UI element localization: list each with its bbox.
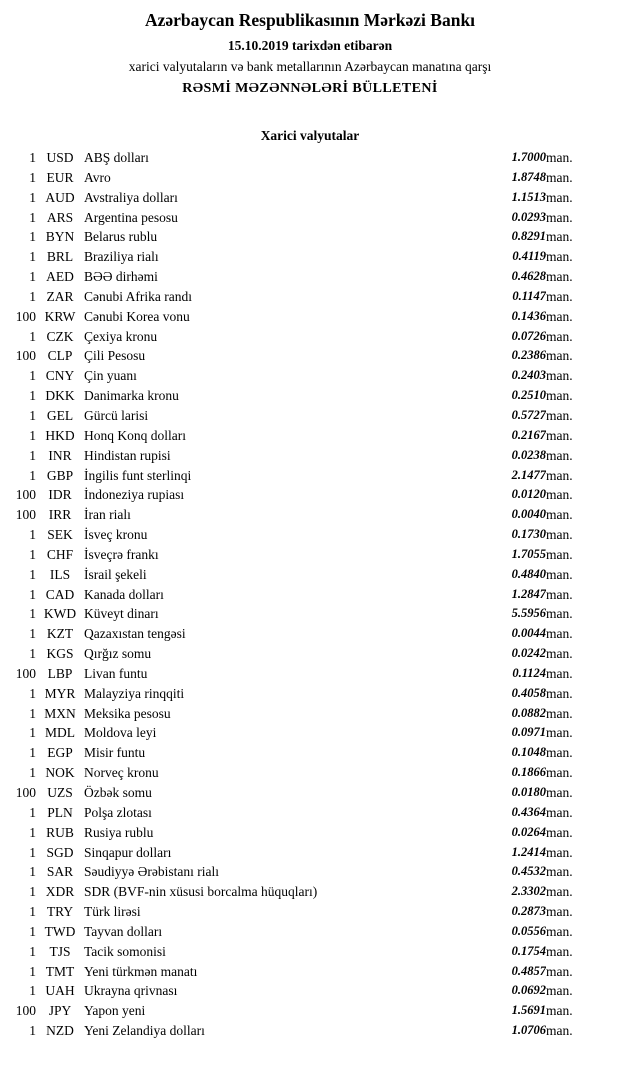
unit-label-cell: man.: [546, 249, 573, 265]
quantity-cell: 1: [29, 943, 36, 959]
rate-value-cell: 5.5956: [511, 606, 546, 621]
rate-value-cell: 1.2414: [511, 844, 546, 859]
currency-name-cell: Argentina pesosu: [84, 209, 178, 225]
table-row: [0, 843, 620, 863]
rates-table: [0, 148, 620, 1041]
table-row: [0, 406, 620, 426]
currency-name-cell: Braziliya rialı: [84, 249, 159, 265]
currency-code-cell: ARS: [46, 209, 74, 225]
currency-name-cell: Qırğız somu: [84, 646, 152, 662]
rate-value-cell: 0.1124: [512, 665, 546, 680]
table-row: [0, 763, 620, 783]
unit-label-cell: man.: [546, 923, 573, 939]
unit-label-cell: man.: [546, 626, 573, 642]
quantity-cell: 1: [29, 368, 36, 384]
bulletin-title: RƏSMİ MƏZƏNNƏLƏRİ BÜLLETENİ: [182, 81, 438, 96]
currency-name-cell: Tacik somonisi: [84, 943, 166, 959]
unit-label-cell: man.: [546, 765, 573, 781]
currency-code-cell: KWD: [43, 606, 77, 622]
unit-label-cell: man.: [546, 527, 573, 543]
quantity-cell: 1: [29, 963, 36, 979]
quantity-cell: 1: [29, 209, 36, 225]
rate-value-cell: 0.0882: [511, 705, 546, 720]
rate-value-cell: 1.2847: [511, 586, 546, 601]
unit-label-cell: man.: [546, 467, 573, 483]
table-row: [0, 307, 620, 327]
unit-label-cell: man.: [546, 705, 573, 721]
unit-label-cell: man.: [546, 308, 573, 324]
currency-name-cell: Hindistan rupisi: [84, 447, 171, 463]
unit-label-cell: man.: [546, 864, 573, 880]
currency-code-cell: DKK: [45, 388, 75, 404]
currency-name-cell: Çin yuanı: [84, 368, 137, 384]
unit-label-cell: man.: [546, 586, 573, 602]
currency-code-cell: HKD: [45, 427, 75, 443]
rate-value-cell: 1.1513: [511, 189, 546, 204]
currency-code-cell: ILS: [49, 566, 71, 582]
quantity-cell: 1: [29, 904, 36, 920]
quantity-cell: 1: [29, 725, 36, 741]
quantity-cell: 1: [29, 824, 36, 840]
rate-value-cell: 0.0726: [511, 328, 546, 343]
currency-code-cell: AED: [46, 269, 74, 285]
table-row: [0, 446, 620, 466]
rate-value-cell: 1.5691: [511, 1003, 546, 1018]
unit-label-cell: man.: [546, 1003, 573, 1019]
unit-label-cell: man.: [546, 745, 573, 761]
rate-value-cell: 0.1147: [512, 288, 546, 303]
unit-label-cell: man.: [546, 646, 573, 662]
currency-name-cell: İsveçrə frankı: [84, 546, 159, 562]
currency-name-cell: BƏƏ dirhəmi: [84, 269, 158, 285]
table-row: [0, 624, 620, 644]
quantity-cell: 100: [15, 308, 36, 324]
currency-code-cell: UAH: [45, 983, 75, 999]
unit-label-cell: man.: [546, 725, 573, 741]
quantity-cell: 1: [29, 884, 36, 900]
table-row: [0, 962, 620, 982]
currency-name-cell: Rusiya rublu: [84, 824, 154, 840]
rate-value-cell: 0.0040: [511, 507, 546, 522]
currency-name-cell: Misir funtu: [84, 745, 146, 761]
currency-name-cell: Cənubi Afrika randı: [84, 288, 192, 304]
rate-value-cell: 2.1477: [511, 467, 546, 482]
currency-code-cell: NZD: [46, 1023, 74, 1039]
currency-code-cell: TRY: [46, 904, 74, 920]
currency-code-cell: CZK: [46, 328, 74, 344]
section-title-foreign-currencies: Xarici valyutalar: [260, 128, 360, 143]
currency-name-cell: Çexiya kronu: [84, 328, 158, 344]
currency-name-cell: İsrail şekeli: [84, 566, 147, 582]
rate-value-cell: 1.8748: [511, 169, 546, 184]
unit-label-cell: man.: [546, 844, 573, 860]
quantity-cell: 1: [29, 705, 36, 721]
rate-value-cell: 1.7055: [511, 546, 546, 561]
currency-name-cell: Qazaxıstan tengəsi: [84, 626, 186, 642]
table-row: [0, 882, 620, 902]
effective-date: 15.10.2019 tarixdən etibarən: [227, 38, 393, 53]
rate-value-cell: 1.0706: [511, 1023, 546, 1038]
quantity-cell: 100: [15, 487, 36, 503]
currency-name-cell: Küveyt dinarı: [84, 606, 159, 622]
quantity-cell: 1: [29, 269, 36, 285]
currency-code-cell: SEK: [47, 527, 73, 543]
rate-value-cell: 0.0120: [511, 487, 546, 502]
rate-value-cell: 0.0293: [511, 209, 546, 224]
currency-name-cell: Gürcü larisi: [84, 407, 149, 423]
currency-code-cell: CHF: [46, 546, 74, 562]
rate-value-cell: 0.4119: [512, 249, 546, 264]
currency-code-cell: TJS: [49, 943, 71, 959]
currency-code-cell: IRR: [48, 507, 72, 523]
currency-name-cell: Polşa zlotası: [84, 804, 152, 820]
table-row: [0, 684, 620, 704]
rate-value-cell: 0.0264: [511, 824, 546, 839]
currency-code-cell: ZAR: [46, 288, 74, 304]
unit-label-cell: man.: [546, 804, 573, 820]
currency-name-cell: İngilis funt sterlinqi: [84, 467, 192, 483]
currency-name-cell: Avro: [84, 169, 111, 185]
table-row: [0, 148, 620, 168]
unit-label-cell: man.: [546, 348, 573, 364]
unit-label-cell: man.: [546, 963, 573, 979]
unit-label-cell: man.: [546, 427, 573, 443]
rate-value-cell: 0.8291: [511, 229, 546, 244]
table-row: [0, 485, 620, 505]
quantity-cell: 1: [29, 546, 36, 562]
unit-label-cell: man.: [546, 209, 573, 225]
quantity-cell: 1: [29, 804, 36, 820]
table-row: [0, 247, 620, 267]
document-header: [0, 9, 620, 98]
unit-label-cell: man.: [546, 943, 573, 959]
unit-label-cell: man.: [546, 368, 573, 384]
rate-value-cell: 0.1730: [511, 527, 546, 542]
currency-name-cell: Özbək somu: [84, 785, 152, 800]
unit-label-cell: man.: [546, 665, 573, 681]
rate-value-cell: 0.0692: [511, 983, 546, 998]
currency-code-cell: EUR: [46, 169, 74, 185]
currency-code-cell: GBP: [46, 467, 74, 483]
quantity-cell: 1: [29, 388, 36, 404]
table-row: [0, 267, 620, 287]
quantity-cell: 1: [29, 606, 36, 622]
table-row: [0, 922, 620, 942]
table-row: [0, 723, 620, 743]
quantity-cell: 1: [29, 467, 36, 483]
table-row: [0, 981, 620, 1001]
currency-name-cell: Malayziya rinqqiti: [84, 685, 185, 701]
currency-name-cell: Danimarka kronu: [84, 388, 179, 404]
quantity-cell: 1: [29, 1023, 36, 1039]
currency-code-cell: TMT: [45, 963, 75, 979]
quantity-cell: 100: [15, 507, 36, 523]
currency-name-cell: Norveç kronu: [84, 765, 159, 781]
table-row: [0, 902, 620, 922]
quantity-cell: 1: [29, 189, 36, 205]
table-row: [0, 743, 620, 763]
rate-value-cell: 2.3302: [511, 884, 546, 899]
unit-label-cell: man.: [546, 785, 573, 800]
unit-label-cell: man.: [546, 983, 573, 999]
quantity-cell: 1: [29, 169, 36, 185]
currency-code-cell: RUB: [46, 824, 74, 840]
currency-name-cell: Honq Konq dolları: [84, 427, 186, 443]
rate-value-cell: 0.0180: [511, 785, 546, 799]
currency-code-cell: CAD: [45, 586, 75, 602]
table-row: [0, 287, 620, 307]
table-row: [0, 346, 620, 366]
rate-value-cell: 0.0556: [511, 923, 546, 938]
table-row: [0, 803, 620, 823]
table-row: [0, 466, 620, 486]
quantity-cell: 1: [29, 288, 36, 304]
unit-label-cell: man.: [546, 606, 573, 622]
currency-name-cell: Səudiyyə Ərəbistanı rialı: [84, 864, 219, 880]
rate-value-cell: 0.2510: [511, 388, 546, 403]
table-row: [0, 783, 620, 803]
quantity-cell: 1: [29, 328, 36, 344]
unit-label-cell: man.: [546, 1023, 573, 1039]
currency-code-cell: LBP: [47, 665, 73, 681]
bank-title: Azərbaycan Respublikasının Mərkəzi Bankı: [144, 10, 476, 30]
quantity-cell: 1: [29, 586, 36, 602]
table-row: [0, 664, 620, 684]
currency-code-cell: KRW: [44, 308, 76, 324]
currency-name-cell: Yeni Zelandiya dolları: [84, 1023, 205, 1039]
rate-value-cell: 1.7000: [511, 150, 546, 164]
currency-name-cell: Kanada dolları: [84, 586, 164, 602]
quantity-cell: 100: [15, 665, 36, 681]
table-row: [0, 604, 620, 624]
quantity-cell: 1: [29, 864, 36, 880]
table-row: [0, 823, 620, 843]
table-row: [0, 545, 620, 565]
currency-code-cell: BYN: [45, 229, 75, 245]
table-row: [0, 704, 620, 724]
currency-name-cell: Tayvan dolları: [84, 923, 163, 939]
quantity-cell: 100: [15, 348, 36, 364]
quantity-cell: 1: [29, 685, 36, 701]
currency-code-cell: CLP: [47, 348, 73, 364]
currency-code-cell: KGS: [46, 646, 74, 662]
unit-label-cell: man.: [546, 189, 573, 205]
currency-code-cell: MDL: [45, 725, 75, 741]
table-row: [0, 227, 620, 247]
currency-name-cell: Cənubi Korea vonu: [84, 308, 190, 324]
unit-label-cell: man.: [546, 288, 573, 304]
currency-code-cell: JPY: [48, 1003, 72, 1019]
unit-label-cell: man.: [546, 884, 573, 900]
rate-value-cell: 0.0971: [511, 725, 546, 740]
currency-name-cell: Belarus rublu: [84, 229, 158, 245]
quantity-cell: 1: [29, 150, 36, 165]
unit-label-cell: man.: [546, 169, 573, 185]
currency-code-cell: EGP: [47, 745, 73, 761]
quantity-cell: 100: [15, 1003, 36, 1019]
quantity-cell: 100: [15, 785, 36, 800]
quantity-cell: 1: [29, 646, 36, 662]
currency-name-cell: Ukrayna qrivnası: [84, 983, 178, 999]
rate-value-cell: 0.1866: [511, 765, 546, 780]
unit-label-cell: man.: [546, 507, 573, 523]
currency-code-cell: TWD: [44, 923, 76, 939]
currency-name-cell: Livan funtu: [84, 665, 148, 681]
currency-name-cell: İndoneziya rupiası: [84, 487, 185, 503]
unit-label-cell: man.: [546, 904, 573, 920]
rate-value-cell: 0.2873: [511, 904, 546, 919]
table-row: [0, 565, 620, 585]
quantity-cell: 1: [29, 527, 36, 543]
table-row: [0, 366, 620, 386]
currency-code-cell: IDR: [48, 487, 72, 503]
table-row: [0, 862, 620, 882]
currency-code-cell: KZT: [46, 626, 74, 642]
unit-label-cell: man.: [546, 269, 573, 285]
quantity-cell: 1: [29, 923, 36, 939]
currency-code-cell: GEL: [46, 407, 74, 423]
unit-label-cell: man.: [546, 685, 573, 701]
currency-name-cell: Meksika pesosu: [84, 705, 171, 721]
unit-label-cell: man.: [546, 546, 573, 562]
currency-code-cell: BRL: [46, 249, 74, 265]
currency-name-cell: Avstraliya dolları: [84, 189, 178, 205]
currency-code-cell: NOK: [45, 765, 75, 781]
table-row: [0, 942, 620, 962]
currency-code-cell: INR: [48, 447, 72, 463]
currency-name-cell: ABŞ dolları: [84, 150, 149, 165]
unit-label-cell: man.: [546, 328, 573, 344]
quantity-cell: 1: [29, 249, 36, 265]
rate-value-cell: 0.4364: [511, 804, 546, 819]
currency-name-cell: SDR (BVF-nin xüsusi borcalma hüquqları): [84, 884, 318, 900]
unit-label-cell: man.: [546, 447, 573, 463]
currency-name-cell: İsveç kronu: [84, 527, 148, 543]
currency-name-cell: Çili Pesosu: [84, 348, 146, 364]
rate-value-cell: 0.1436: [511, 308, 546, 323]
quantity-cell: 1: [29, 745, 36, 761]
unit-label-cell: man.: [546, 487, 573, 503]
table-row: [0, 208, 620, 228]
currency-name-cell: Moldova leyi: [84, 725, 157, 741]
rate-value-cell: 0.1754: [511, 943, 546, 958]
quantity-cell: 1: [29, 983, 36, 999]
quantity-cell: 1: [29, 447, 36, 463]
rate-value-cell: 0.2386: [511, 348, 546, 363]
quantity-cell: 1: [29, 844, 36, 860]
table-row: [0, 644, 620, 664]
currency-name-cell: Yapon yeni: [84, 1003, 146, 1019]
rate-value-cell: 0.4628: [511, 269, 546, 284]
currency-code-cell: MXN: [44, 705, 76, 721]
table-row: [0, 585, 620, 605]
currency-code-cell: CNY: [45, 368, 75, 384]
quantity-cell: 1: [29, 765, 36, 781]
currency-name-cell: Sinqapur dolları: [84, 844, 172, 860]
table-row: [0, 327, 620, 347]
rates-table-body: [0, 148, 620, 1041]
currency-name-cell: İran rialı: [84, 507, 131, 523]
rate-value-cell: 0.4058: [511, 685, 546, 700]
table-row: [0, 1021, 620, 1041]
unit-label-cell: man.: [546, 388, 573, 404]
rate-value-cell: 0.0238: [511, 447, 546, 462]
rate-value-cell: 0.4532: [511, 864, 546, 879]
table-row: [0, 505, 620, 525]
document-subtitle: xarici valyutaların və bank metallarının Azərbaycan manatına qarşı: [128, 59, 492, 74]
quantity-cell: 1: [29, 427, 36, 443]
table-row: [0, 168, 620, 188]
quantity-cell: 1: [29, 229, 36, 245]
unit-label-cell: man.: [546, 407, 573, 423]
quantity-cell: 1: [29, 407, 36, 423]
quantity-cell: 1: [29, 626, 36, 642]
currency-code-cell: UZS: [47, 785, 73, 800]
table-row: [0, 426, 620, 446]
unit-label-cell: man.: [546, 824, 573, 840]
currency-code-cell: USD: [46, 150, 74, 165]
currency-name-cell: Yeni türkmən manatı: [84, 963, 198, 979]
rate-value-cell: 0.4857: [511, 963, 546, 978]
table-row: [0, 386, 620, 406]
currency-code-cell: SGD: [46, 844, 74, 860]
rate-value-cell: 0.5727: [511, 407, 546, 422]
unit-label-cell: man.: [546, 229, 573, 245]
unit-label-cell: man.: [546, 150, 573, 165]
rate-value-cell: 0.4840: [511, 566, 546, 581]
rate-value-cell: 0.1048: [511, 745, 546, 760]
currency-code-cell: MYR: [44, 685, 76, 701]
rate-value-cell: 0.0242: [511, 646, 546, 661]
currency-name-cell: Türk lirəsi: [84, 904, 141, 920]
rate-value-cell: 0.0044: [511, 626, 546, 641]
table-row: [0, 188, 620, 208]
quantity-cell: 1: [29, 566, 36, 582]
currency-code-cell: XDR: [45, 884, 75, 900]
unit-label-cell: man.: [546, 566, 573, 582]
currency-code-cell: SAR: [46, 864, 74, 880]
table-row: [0, 525, 620, 545]
currency-code-cell: AUD: [45, 189, 75, 205]
rate-value-cell: 0.2167: [511, 427, 546, 442]
currency-code-cell: PLN: [47, 804, 73, 820]
rate-value-cell: 0.2403: [511, 368, 546, 383]
table-row: [0, 1001, 620, 1021]
